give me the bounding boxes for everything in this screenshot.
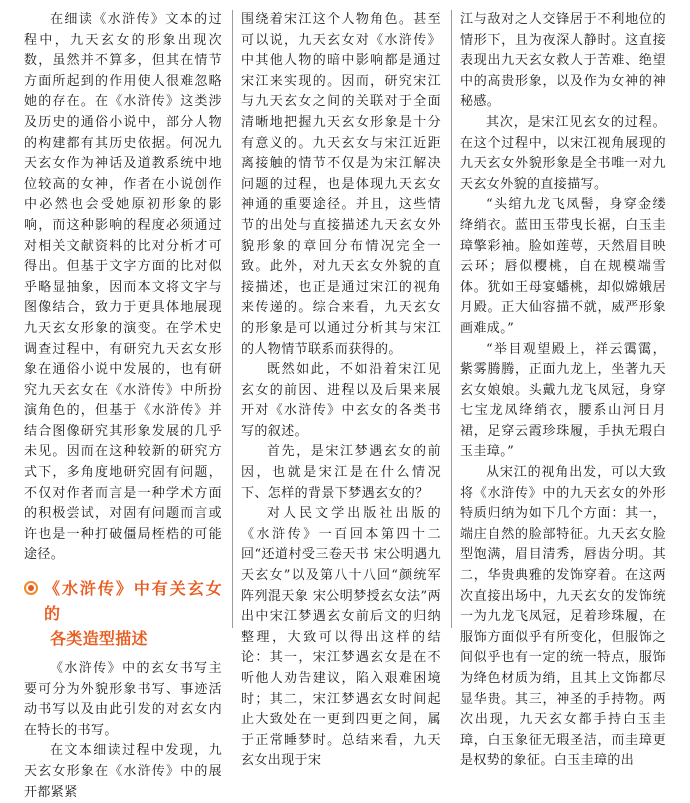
paragraph: 在细读《水浒传》文本的过程中，九天玄女的形象出现次数，虽然并不算多，但其在情节方面所起到的作用使人很难忽略她的存在。在《水浒传》这类涉及历史的通俗小说中，部分人物的构建都有其历史依据。何况九天玄女作为神话及道教系统中地位较高的女神，作者在小说创作中必然也会受她原初形象的影响，而这种影响的程度必须通过对相关文献资料的比对分析才可得出。但基于文字方面的比对似乎略显抽象，因而本文将文字与图像结合，致力于更具体地展现九天玄女形象的演变。在学术史调查过程中，有研究九天玄女形象在通俗小说中发展的，也有研究九天玄女在《水浒传》中所扮演角色的，但基于《水浒传》并结合图像研究其形象发展的几乎未见。因而在这种较新的研究方式下，多角度地研究固有问题，不仅对作者而言是一种学术方面的积极尝试，对固有问题而言或许也是一种打破僵局桎梏的可能途径。 <box>24 12 222 563</box>
paragraph: 既然如此，不如沿着宋江见玄女的前因、进程以及后果来展开对《水浒传》中玄女的各类书写的叙述。 <box>241 362 441 439</box>
text-column-1 <box>24 10 222 800</box>
text-column-3 <box>460 10 666 769</box>
quote-paragraph: “举目观望殿上，祥云霭霭，紫雾腾腾，正面九龙上，坐著九天玄女娘娘。头戴九龙飞凤冠，身穿七宝龙凤绛绡衣，腰系山河日月裙，足穿云霞珍珠履，手执无瑕白玉圭璋。” <box>460 341 666 460</box>
paragraph: 江与敌对之人交锋居于不利地位的情形下，且为夜深人静时。这直接表现出九天玄女救人于苦难、绝望中的高贵形象，以及作为女神的神秘感。 <box>460 12 666 110</box>
paragraph: 首先，是宋江梦遇玄女的前因，也就是宋江是在什么情况下、怎样的背景下梦遇玄女的？ <box>241 444 441 501</box>
section-heading <box>24 576 222 651</box>
quote-paragraph: “头绾九龙飞凤髻，身穿金缕绛绡衣。蓝田玉带曳长裾，白玉圭璋擎彩袖。脸如莲萼，天然眉目映云环；唇似樱桃，自在规模端雪体。犹如王母宴蟠桃，却似嫦娥居月殿。正大仙容描不就，威严形象画难成。” <box>460 197 666 336</box>
paragraph: 从宋江的视角出发，可以大致将《水浒传》中的九天玄女的外形特质归纳为如下几个方面：其一，端庄自然的脸部特征。九天玄女脸型饱满，眉目清秀，唇齿分明。其二，华贵典雅的发饰穿着。在这两次直接出场中，九天玄女的发饰统一为九龙飞凤冠，足着珍珠履，在服饰方面似乎有所变化，但服饰之间似乎也有一定的统一特点，服饰为绛色材质为绡，且其上文饰都尽显华贵。其三，神圣的手持物。两次出现，九天玄女都手持白玉圭璋，白玉象征无瑕圣洁，而圭璋更是权势的象征。白玉圭璋的出 <box>460 465 666 769</box>
column-divider-right <box>451 10 452 628</box>
paragraph: 其次，是宋江见玄女的过程。在这个过程中，以宋江视角展现的九天玄女外貌形象是全书唯一对九天玄女外貌的直接描写。 <box>460 114 666 192</box>
column-divider-left <box>232 10 233 628</box>
bullet-circle-icon <box>24 581 38 595</box>
paragraph: 《水浒传》中的玄女书写主要可分为外貌形象书写、事迹活动书写以及由此引发的对玄女内在特长的书写。 <box>24 661 222 738</box>
section-heading-line-2: 各类造型描述 <box>50 629 148 649</box>
text-column-2 <box>241 10 441 769</box>
paragraph: 在文本细读过程中发现，九天玄女形象在《水浒传》中的展开都紧紧 <box>24 743 222 800</box>
paragraph: 围绕着宋江这个人物角色。甚至可以说，九天玄女对《水浒传》中其他人物的暗中影响都是通过宋江来实现的。因而，研究宋江与九天玄女之间的关联对于全面清晰地把握九天玄女形象是十分有意义的。九天玄女与宋江近距离接触的情节不仅是为宋江解决问题的过程，也是体现九天玄女神通的重要途径。并且，这些情节的出处与直接描述九天玄女外貌形象的章回分布情况完全一致。此外，对九天玄女外貌的直接描述，也正是通过宋江的视角来传递的。综合来看，九天玄女的形象是可以通过分析其与宋江的人物情节联系而获得的。 <box>241 12 441 357</box>
section-heading-line-1: 《水浒传》中有关玄女的 <box>44 579 222 624</box>
paragraph: 对人民文学出版社出版的《水浒传》一百回本第四十二回“还道村受三卷天书 宋公明遇九天玄女”以及第八十八回“颜统军阵列混天象 宋公明梦授玄女法”两出中宋江梦遇玄女前后文的归纳整理，大致可以得出这样的结论：其一，宋江梦遇玄女是在不听他人劝告建议，陷入艰难困境时；其二，宋江梦遇玄女时间起止大致处在一更到四更之间，属于正常睡梦时。总结来看，九天玄女出现于宋 <box>241 506 441 769</box>
